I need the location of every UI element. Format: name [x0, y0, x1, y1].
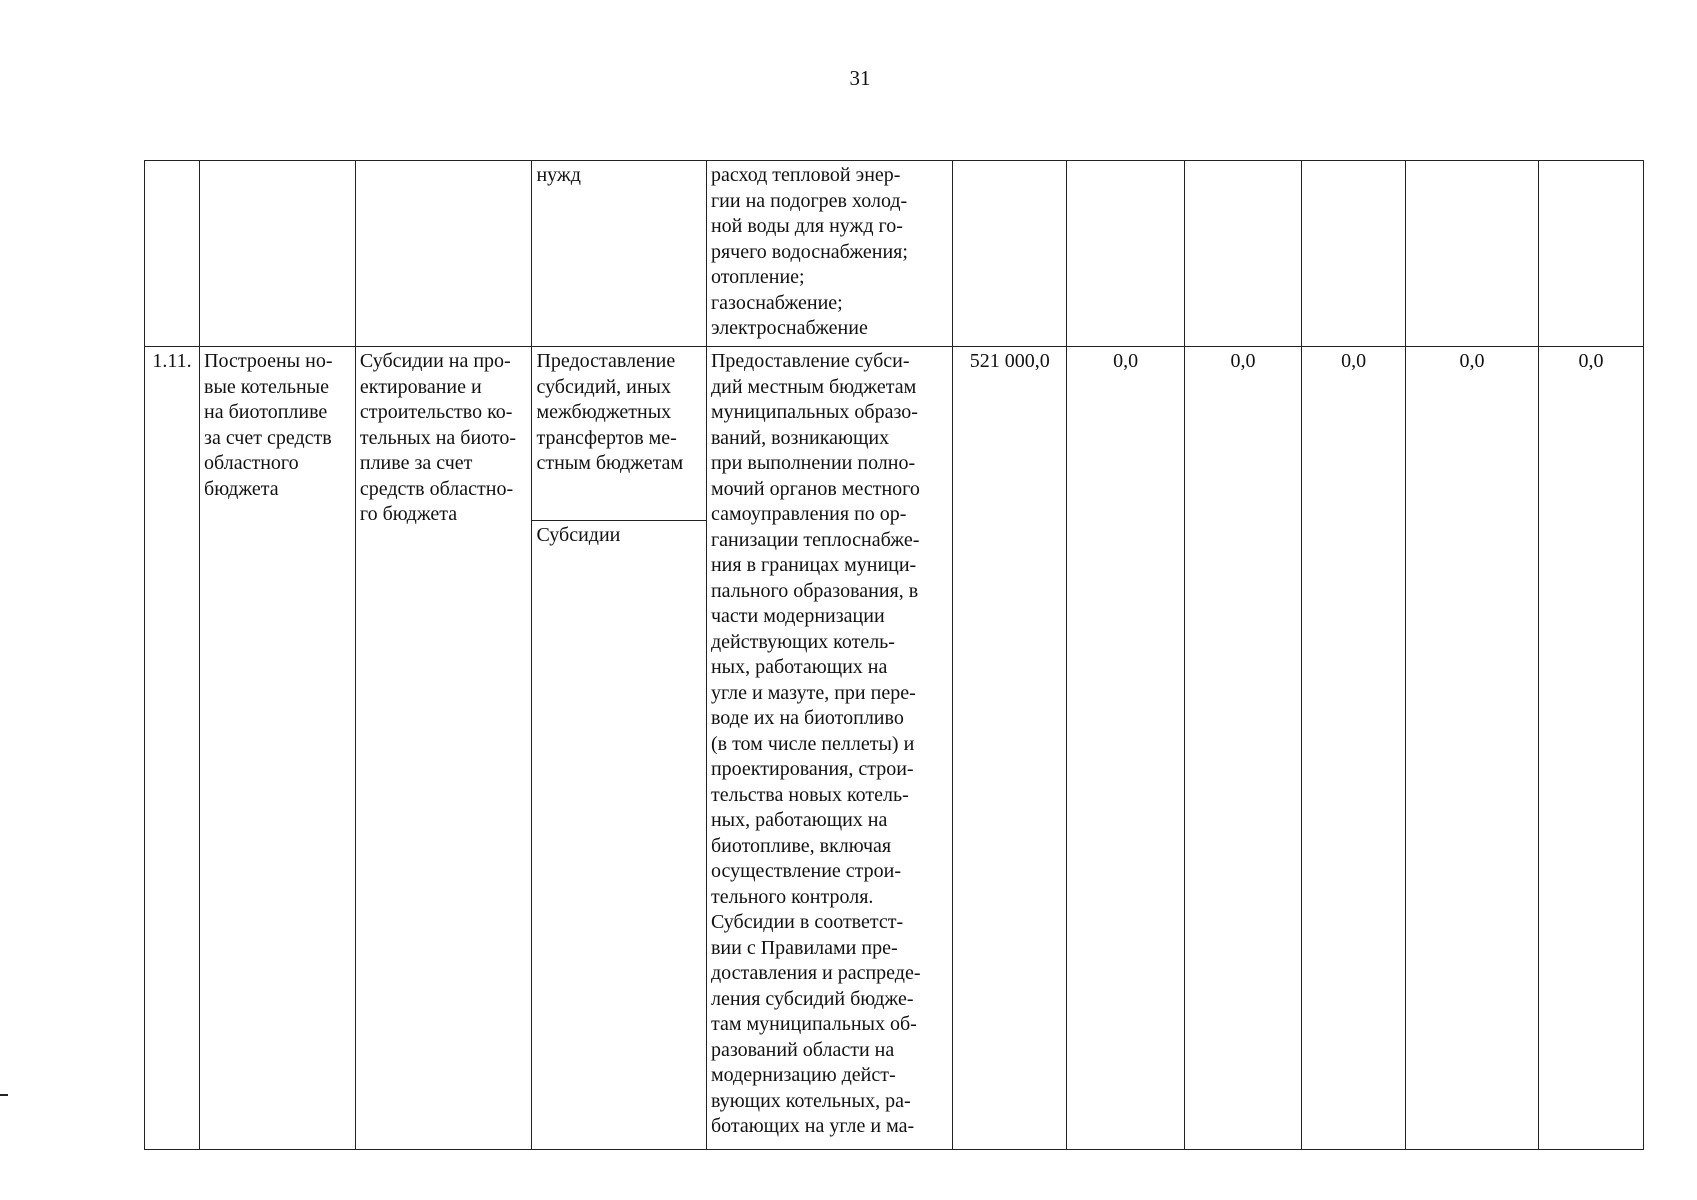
- row-number: 1.11.: [145, 347, 200, 1150]
- row-description: Предоставление субси- дий местным бюджетам муниципальных образо- ваний, возникающих при выполнении полно- мочий органов местного самоуправления по ор- ганизации теплоснабже- ния в границах муници- пального образования, в части модернизации действующих котель- ных, работающих на угле и мазуте, при пере- воде их на биотопливо (в том числе пеллеты) и проектирования, строи- тельства новых котель- ных, работающих на биотопливе, включая осуществление строи- тельного контроля. Субсидии в соответст- вии с Правилами пре- доставления и распреде- ления субсидий бюдже- там муниципальных об- разований области на модернизацию дейст- вующих котельных, ра- ботающих на угле и ма-: [706, 347, 952, 1150]
- cell-value-4: [1302, 161, 1406, 347]
- row-instrument-transfers: Предоставление субсидий, иных межбюджетных трансфертов ме- стным бюджетам: [532, 347, 707, 521]
- row-value-3: 0,0: [1184, 347, 1301, 1150]
- cell-value-1: [953, 161, 1067, 347]
- cell-value-2: [1067, 161, 1184, 347]
- table-row-1-11: [145, 347, 1644, 521]
- row-value-2: 0,0: [1067, 347, 1184, 1150]
- cell-measure: [355, 161, 532, 347]
- cell-value-3: [1184, 161, 1301, 347]
- table-row-continuation: [145, 161, 1644, 347]
- row-value-4: 0,0: [1302, 347, 1406, 1150]
- row-instrument-subsidies: Субсидии: [532, 521, 707, 1150]
- row-value-6: 0,0: [1539, 347, 1644, 1150]
- row-result: Построены но- вые котельные на биотопливе за счет средств областного бюджета: [200, 347, 356, 1150]
- scan-edge-mark: [0, 1094, 8, 1096]
- row-value-total: 521 000,0: [953, 347, 1067, 1150]
- row-measure: Субсидии на про- ектирование и строительство ко- тельных на биото- пливе за счет средств областно- го бюджета: [355, 347, 532, 1150]
- cell-number: [145, 161, 200, 347]
- page-number: 31: [849, 66, 871, 90]
- cell-value-6: [1539, 161, 1644, 347]
- cell-value-5: [1406, 161, 1539, 347]
- cell-result: [200, 161, 356, 347]
- cell-description: расход тепловой энер- гии на подогрев холод- ной воды для нужд го- рячего водоснабжения; отопление; газоснабжение; электроснабжение: [706, 161, 952, 347]
- cell-instrument: нужд: [532, 161, 707, 347]
- row-value-5: 0,0: [1406, 347, 1539, 1150]
- program-table: [144, 160, 1644, 1150]
